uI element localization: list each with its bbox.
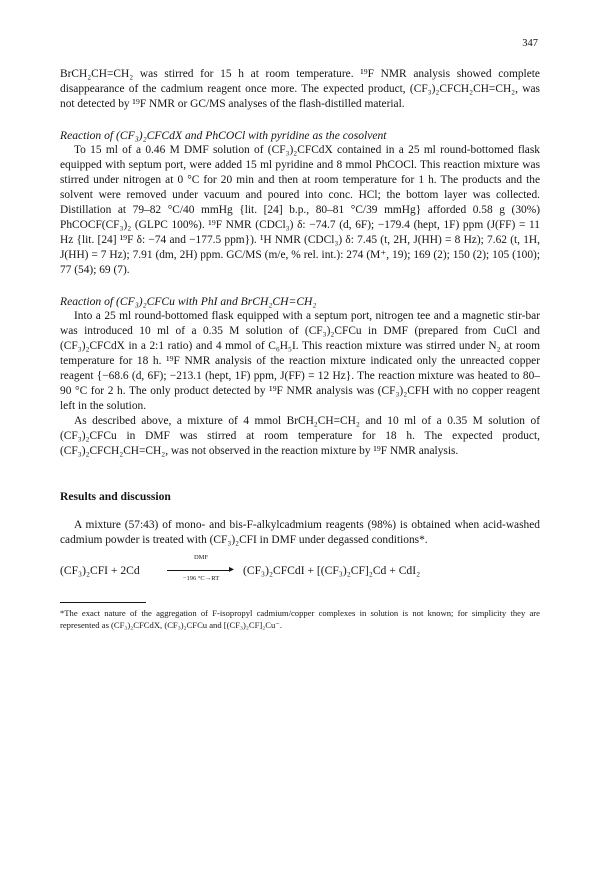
section-body-cdx-phcocl: To 15 ml of a 0.46 M DMF solution of (CF₃)₂CFCdX contained in a 25 ml round-bottomed flask equipped with septum port, were added 15 ml pyridine and 8 mmol PhCOCl. This reaction mixture was stirred under nitrogen at 0 °C for 20 min and then at room temperature for 1 h. The products and the solvent were removed under vacuum and poured into conc. HCl; the bottom layer was collected. Distillation at 79–82 °C/40 mmHg {lit. [24] b.p., 80–81 °C/39 mmHg} afforded 0.58 g (30%) PhCOCF(CF₃)₂ (GLPC 100%). ¹⁹F NMR (CDCl₃) δ: −74.7 (d, 6F); −179.4 (hept, 1F) ppm (J(FF) = 11 Hz {lit. [24] ¹⁹F δ: −74 and −177.5 ppm}). ¹H NMR (CDCl₃) δ: 7.45 (t, 2H, J(HH) = 8 Hz); 7.62 (t, 1H, J(HH) = 7 Hz); 7.91 (dm, 2H) ppm. GC/MS (m/e, % rel. int.): 274 (M⁺, 19); 169 (2); 150 (2); 105 (100); 77 (54); 69 (7).: [60, 144, 540, 276]
arrow-temperature-label: −196 °C→RT: [182, 575, 220, 582]
reaction-arrow: [167, 554, 235, 590]
equation-products: (CF₃)₂CFCdI + [(CF₃)₂CF]₂Cd + CdI₂: [243, 564, 421, 577]
footnote-divider: [60, 602, 146, 603]
page-number: 347: [522, 38, 538, 49]
section-body-cfcu-phi: Into a 25 ml round-bottomed flask equipped with a septum port, nitrogen tee and a magnetic stir-bar was introduced 10 ml of a 0.35 M solution of (CF₃)₂CFCu in DMF (prepared from CuCl and (CF₃)₂CFCdX in a 2:1 ratio) and 4 mmol of C₆H₅I. This reaction mixture was stirred under N₂ at room temperature for 18 h. ¹⁹F NMR analysis of the reaction mixture indicated only the unreacted copper reagent {−68.6 (d, 6F); −213.1 (hept, 1F) ppm, J(FF) = 12 Hz}. The reaction mixture was heated to 80–90 °C for 2 h. The only product detected by ¹⁹F NMR analysis was (CF₃)₂CFH with no copper reagent left in the solution.: [60, 310, 540, 412]
results-heading: Results and discussion: [60, 490, 171, 503]
page-body: [60, 67, 540, 631]
footnote: *The exact nature of the aggregation of F-isopropyl cadmium/copper complexes in solution is not known; for simplicity they are represented as (CF₃)₂CFCdX, (CF₃)₂CFCu and [(CF₃)₂CF]₂Cu⁻.: [60, 608, 540, 630]
section-heading-cdx-phcocl: Reaction of (CF₃)₂CFCdX and PhCOCl with pyridine as the cosolvent: [60, 129, 387, 142]
equation-reactants: (CF₃)₂CFI + 2Cd: [60, 564, 140, 577]
intro-paragraph: BrCH₂CH=CH₂ was stirred for 15 h at room temperature. ¹⁹F NMR analysis showed complete disappearance of the cadmium reagent once more. The expected product, (CF₃)₂CFCH₂CH=CH₂, was not detected by ¹⁹F NMR or GC/MS analyses of the flash-distilled material.: [60, 68, 540, 110]
arrow-head-icon: ▸: [228, 564, 234, 575]
section-body-cfcu-allyl: As described above, a mixture of 4 mmol BrCH₂CH=CH₂ and 10 ml of a 0.35 M solution of (CF₃)₂CFCu in DMF was stirred at room temperature for 18 h. The expected product, (CF₃)₂CFCH₂CH=CH₂, was not observed in the reaction mixture by ¹⁹F NMR analysis.: [60, 415, 540, 457]
reaction-equation: [60, 554, 540, 594]
arrow-solvent-label: DMF: [193, 554, 209, 561]
arrow-shaft: [167, 570, 229, 571]
section-heading-cfcu-phi: Reaction of (CF₃)₂CFCu with PhI and BrCH₂CH=CH₂: [60, 295, 317, 308]
results-paragraph: A mixture (57:43) of mono- and bis-F-alkylcadmium reagents (98%) is obtained when acid-washed cadmium powder is treated with (CF₃)₂CFI in DMF under degassed conditions*.: [60, 519, 540, 546]
